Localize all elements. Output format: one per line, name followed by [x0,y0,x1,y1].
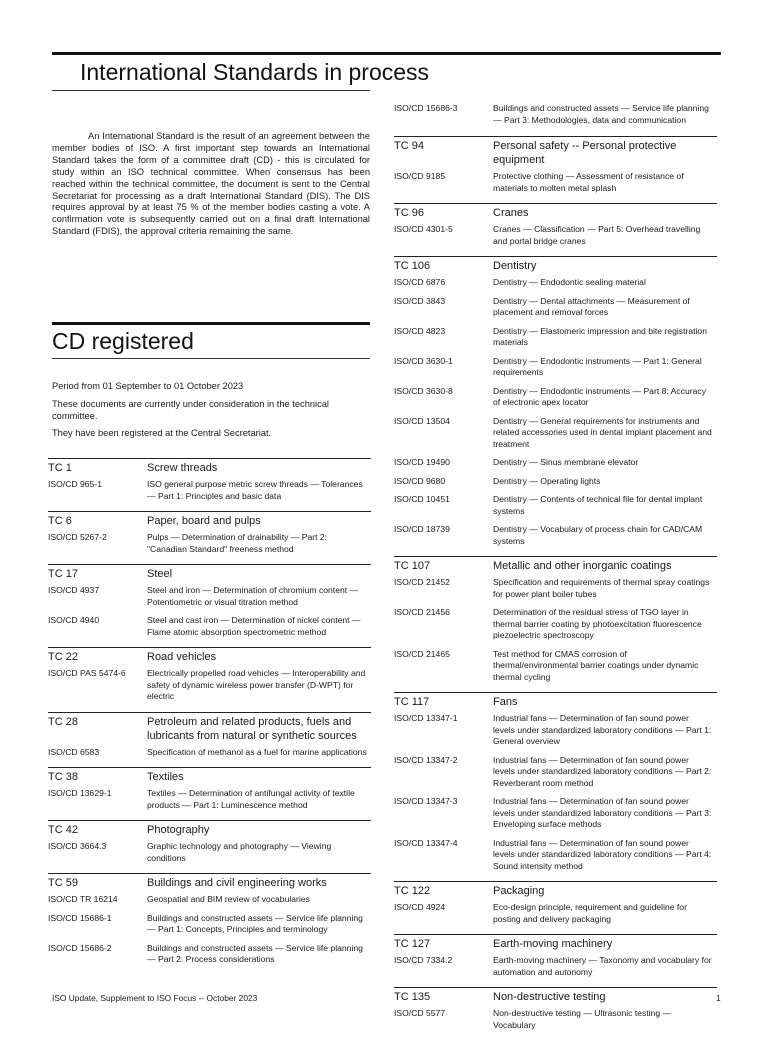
committee-name: Non-destructive testing [493,991,606,1003]
standard-entry [394,222,717,247]
standard-entry [394,275,717,289]
standard-entry [394,647,717,684]
committee-name: Steel [147,568,173,580]
committee-name: Metallic and other inorganic coatings [493,560,672,572]
standard-title: Test method for CMAS corrosion of thermal/environmental barrier coatings under dynamic thermal cycling [493,648,699,682]
committee-name: Packaging [493,885,545,897]
committee-header [48,511,371,530]
left-committee-list [48,458,371,975]
standard-entry [48,530,371,555]
standard-reference: ISO/CD TR 16214 [48,894,118,904]
standard-title: Buildings and constructed assets — Service life planning — Part 3: Methodologies, data and communication [493,103,709,125]
committee-block [48,511,371,564]
standard-title: Dentistry — Operating lights [493,475,601,486]
standard-entry [394,492,717,517]
committee-header [394,692,717,711]
standard-title: Pulps — Determination of drainability — Part 2: "Canadian Standard" freeness method [147,532,328,554]
committee-block [48,820,371,873]
standard-title: Dentistry — Endodontic instruments — Part 1: General requirements [493,355,702,377]
standard-entry [48,786,371,811]
consideration-text: These documents are currently under consideration in the technical committee. [52,399,329,421]
standard-reference: ISO/CD 13629-1 [48,788,112,798]
committee-block [48,712,371,768]
standard-title: Determination of the residual stress of TGO layer in thermal barrier coating by photoexcitation fluorescence piezoelectric spectroscopy [493,607,702,640]
committee-block [48,767,371,820]
standard-reference: ISO/CD 15686-2 [48,942,112,953]
committee-code: TC 42 [48,824,78,836]
standard-entry [48,745,371,759]
standard-title: Eco-design principle, requirement and guideline for posting and delivery packaging [493,902,687,924]
committee-header [48,767,371,786]
committee-header [48,564,371,583]
standard-title: Dentistry — Endodontic instruments — Part 8: Accuracy of electronic apex locator [493,385,707,407]
continued-block [394,101,717,136]
standard-entry [394,474,717,488]
standard-reference: ISO/CD 4937 [48,585,100,595]
standard-entry [48,941,371,966]
standard-title: Specification and requirements of thermal spray coatings for power plant boiler tubes [493,577,710,599]
committee-code: TC 127 [394,938,431,950]
standard-entry [394,101,717,126]
standard-reference: ISO/CD 21452 [394,577,450,587]
committee-header [394,934,717,953]
standard-reference: ISO/CD 965-1 [48,479,102,489]
standard-reference: ISO/CD 10451 [394,494,450,504]
standard-entry [48,613,371,638]
standard-title: Cranes — Classification — Part 5: Overhead travelling and portal bridge cranes [493,224,701,246]
standard-entry [394,384,717,409]
standard-entry [394,836,717,873]
standard-reference: ISO/CD 9185 [394,171,446,181]
committee-block [394,987,717,1040]
standard-title: Industrial fans — Determination of fan sound power levels under standardized laboratory conditions — Part 3: Enveloping surface methods [493,796,712,829]
standard-title: Non-destructive testing — Ultrasonic testing — Vocabulary [493,1008,672,1030]
standard-title: Protective clothing — Assessment of resistance of materials to molten metal splash [493,171,684,193]
committee-code: TC 96 [394,207,424,219]
standard-entry [394,753,717,790]
standard-reference: ISO/CD 3664.3 [48,841,107,851]
committee-name: Earth-moving machinery [493,938,613,950]
standard-entry [48,583,371,608]
standard-reference: ISO/CD 13347-4 [394,837,458,848]
standard-reference: ISO/CD 4940 [48,615,100,625]
standard-title: Buildings and constructed assets — Service life planning — Part 1: Concepts, Principles and terminology [147,912,363,934]
standard-title: Specification of methanol as a fuel for marine applications [147,746,367,757]
committee-name: Dentistry [493,260,537,272]
committee-block [394,256,717,556]
committee-code: TC 117 [394,696,430,708]
standard-reference: ISO/CD 15686-1 [48,912,112,923]
standard-entry [394,522,717,547]
standard-title: Geospatial and BIM review of vocabularies [147,894,310,904]
committee-code: TC 106 [394,260,431,272]
standard-entry [48,666,371,703]
standard-title: Earth-moving machinery — Taxonomy and vocabulary for automation and autonomy [493,955,712,977]
standard-title: Steel and cast iron — Determination of nickel content — Flame atomic absorption spectrometric method [147,615,361,637]
standard-title: Dentistry — Sinus membrane elevator [493,457,639,467]
committee-code: TC 107 [394,560,431,572]
committee-name: Photography [147,824,210,836]
standard-reference: ISO/CD 7334.2 [394,955,453,965]
committee-code: TC 122 [394,885,431,897]
committee-name: Buildings and civil engineering works [147,877,327,889]
committee-code: TC 94 [394,140,424,152]
committee-block [394,881,717,934]
committee-name: Petroleum and related products, fuels and lubricants from natural or synthetic sources [147,715,357,742]
standard-reference: ISO/CD 3630-1 [394,355,453,366]
section-title-rule [52,358,370,359]
standard-reference: ISO/CD 13347-1 [394,713,458,723]
committee-header [394,136,717,169]
standard-title: Dentistry — Elastomeric impression and bite registration materials [493,325,707,347]
committee-header [48,647,371,666]
standard-reference: ISO/CD 6876 [394,277,446,287]
standard-title: Industrial fans — Determination of fan sound power levels under standardized laboratory conditions — Part 2: Reverberant room method [493,754,712,788]
standard-title: Dentistry — Vocabulary of process chain for CAD/CAM systems [493,524,703,546]
standard-entry [394,711,717,748]
standard-entry [48,892,371,906]
committee-code: TC 1 [48,462,72,474]
committee-block [48,458,371,511]
standard-reference: ISO/CD 19490 [394,457,450,467]
committee-code: TC 6 [48,515,72,527]
committee-block [48,647,371,712]
standard-title: Dentistry — Dental attachments — Measurement of placement and removal forces [493,295,690,317]
page-title: International Standards in process [80,59,430,85]
footer-publication: ISO Update, Supplement to ISO Focus -- October 2023 [52,993,258,1003]
committee-header [394,203,717,222]
committee-block [394,692,717,881]
period-text: Period from 01 September to 01 October 2023 [52,381,244,391]
standard-entry [394,169,717,194]
standard-reference: ISO/CD 21456 [394,607,450,617]
standard-title: Graphic technology and photography — Viewing conditions [147,841,332,863]
committee-block [48,564,371,647]
top-rule [52,52,721,55]
committee-header [48,458,371,477]
committee-block [394,136,717,203]
standard-reference: ISO/CD 21465 [394,648,450,659]
standard-title: Buildings and constructed assets — Service life planning — Part 2: Process considerations [147,942,363,964]
committee-block [48,873,371,975]
standard-entry [394,414,717,451]
committee-header [394,556,717,575]
committee-code: TC 22 [48,651,78,663]
committee-block [394,203,717,256]
committee-name: Cranes [493,207,529,219]
committee-header [48,712,371,745]
committee-name: Textiles [147,771,184,783]
right-committee-list [394,101,717,1040]
standard-reference: ISO/CD 13347-3 [394,796,458,806]
committee-block [394,934,717,987]
standard-reference: ISO/CD 15686-3 [394,103,458,113]
standard-reference: ISO/CD 5577 [394,1008,446,1018]
standard-entry [48,839,371,864]
committee-code: TC 28 [48,715,78,728]
standard-title: Steel and iron — Determination of chromium content — Potentiometric or visual titration method [147,585,359,607]
committee-header [394,987,717,1006]
committee-header [48,820,371,839]
committee-header [394,256,717,275]
standard-entry [48,477,371,502]
standard-reference: ISO/CD 18739 [394,524,450,534]
standard-entry [394,575,717,600]
standard-entry [394,605,717,642]
standard-title: Industrial fans — Determination of fan sound power levels under standardized laboratory conditions — Part 4: Sound intensity method [493,837,712,871]
standard-title: Dentistry — Endodontic sealing material [493,277,646,287]
standard-entry [394,900,717,925]
committee-code: TC 59 [48,877,78,889]
committee-code: TC 17 [48,568,78,580]
standard-title: Electrically propelled road vehicles — Interoperability and safety of dynamic wireless power transfer (D-WPT) for electric [147,668,366,701]
standard-entry [394,794,717,831]
standard-entry [394,1006,717,1031]
standard-reference: ISO/CD 13504 [394,415,450,426]
standard-entry [394,324,717,349]
section-title: CD registered [52,328,194,354]
standard-entry [394,294,717,319]
standard-entry [48,911,371,936]
registered-text: They have been registered at the Central Secretariat. [52,428,272,438]
standard-title: Textiles — Determination of antifungal activity of textile products — Part 1: Luminescence method [147,788,355,810]
standard-entry [394,354,717,379]
standard-title: Dentistry — Contents of technical file for dental implant systems [493,494,703,516]
standard-title: Industrial fans — Determination of fan sound power levels under standardized laboratory conditions — Part 1: General overview [493,713,712,746]
standard-reference: ISO/CD PAS 5474-6 [48,668,126,678]
committee-code: TC 38 [48,771,78,783]
committee-name: Screw threads [147,462,218,474]
standard-reference: ISO/CD 4924 [394,902,446,912]
standard-reference: ISO/CD 4823 [394,325,446,336]
committee-name: Personal safety -- Personal protective equipment [493,140,677,166]
committee-name: Road vehicles [147,651,217,663]
title-rule [52,90,370,91]
standard-reference: ISO/CD 4301-5 [394,224,453,234]
committee-code: TC 135 [394,991,431,1003]
committee-block [394,556,717,692]
standard-title: ISO general purpose metric screw threads — Tolerances — Part 1: Principles and basic data [147,479,363,501]
standard-entry [394,455,717,469]
section-rule [52,322,370,325]
standard-reference: ISO/CD 5267-2 [48,532,107,542]
standard-reference: ISO/CD 13347-2 [394,754,458,765]
standard-reference: ISO/CD 3843 [394,295,446,306]
standard-reference: ISO/CD 6583 [48,746,100,757]
committee-header [394,881,717,900]
standard-reference: ISO/CD 3630-8 [394,385,453,396]
standard-reference: ISO/CD 9680 [394,475,446,486]
page-number: 1 [716,993,721,1003]
committee-header [48,873,371,892]
committee-name: Fans [493,696,518,708]
committee-name: Paper, board and pulps [147,515,261,527]
standard-title: Dentistry — General requirements for instruments and related accessories used in dental implant placement and treatment [493,415,712,449]
standard-entry [394,953,717,978]
intro-paragraph: An International Standard is the result of an agreement between the member bodies of ISO. A first important step towards an International Standard takes the form of a committee draft (CD) - this is circulated for study within an ISO technical committee. When consensus has been reached within the technical committee, the document is sent to the Central Secretariat for processing as a draft International Standard (DIS). The DIS requires approval by at least 75 % of the member bodies casting a vote. A confirmation vote is subsequently carried out on a final draft International Standard (FDIS), the approval criteria remaining the same. [52,131,370,237]
